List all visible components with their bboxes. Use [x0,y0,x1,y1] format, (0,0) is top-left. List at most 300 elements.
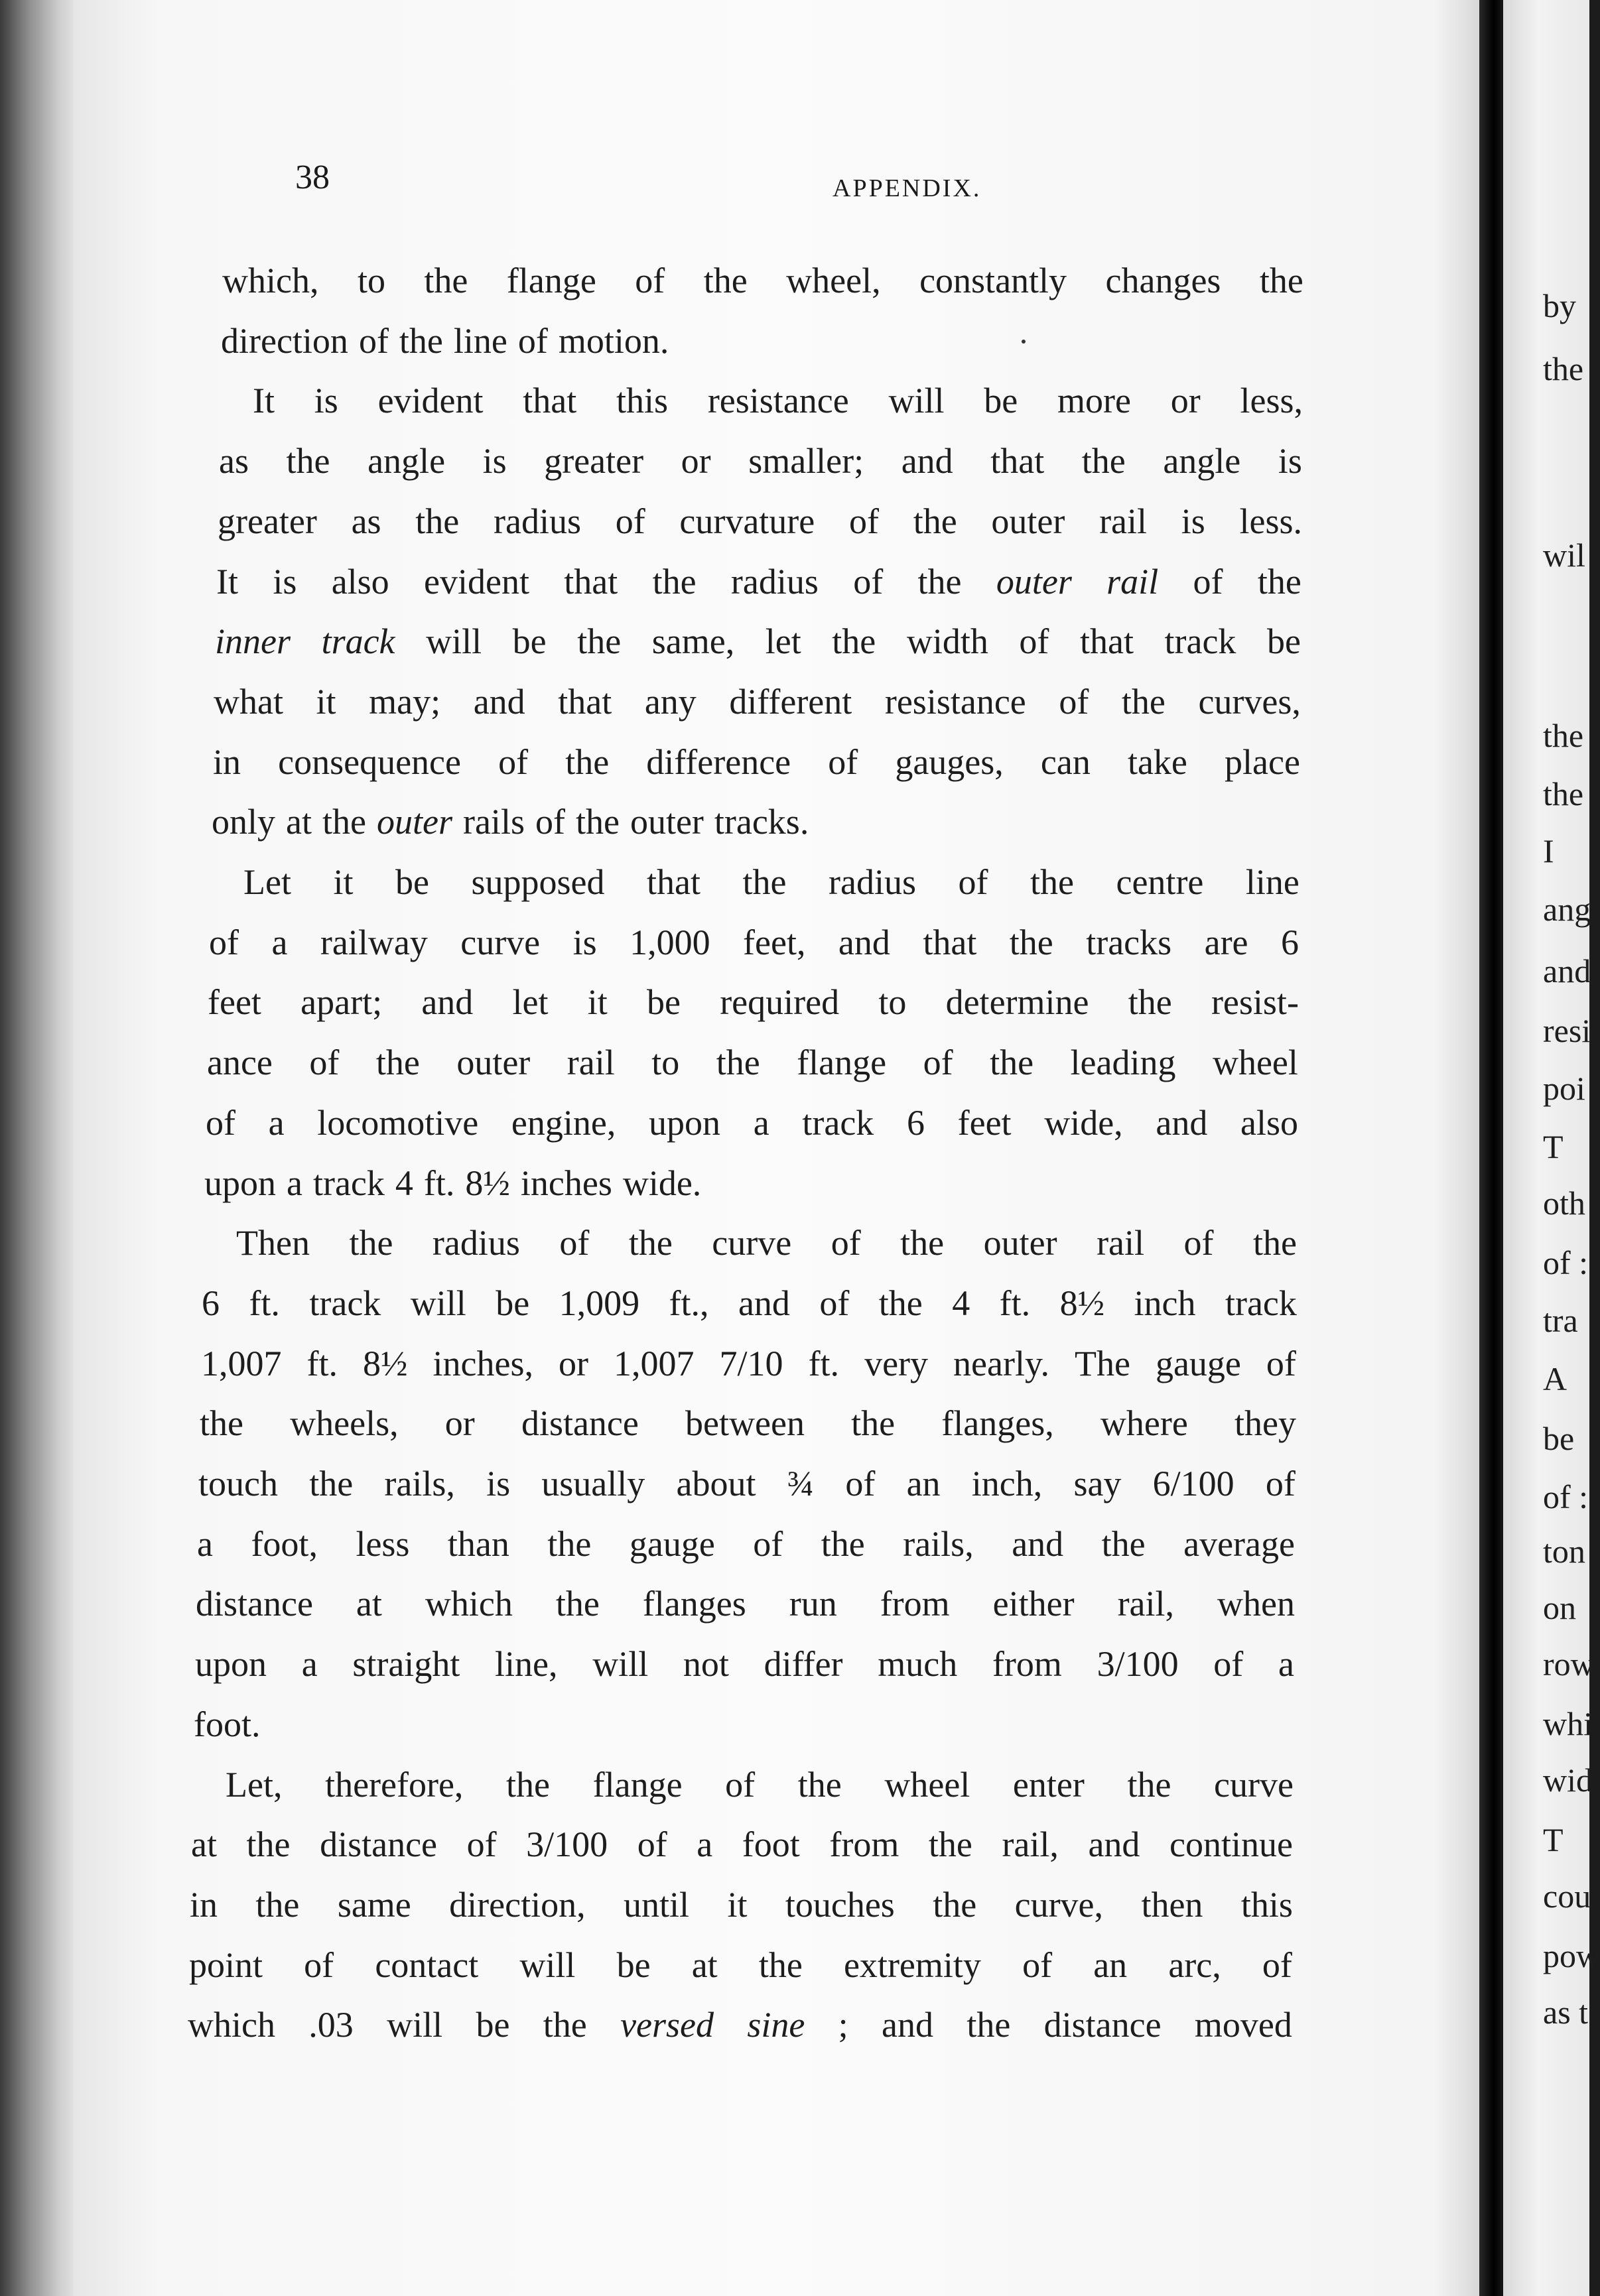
word: as [219,441,249,481]
facing-page-fragment: A [1543,1360,1567,1397]
word: will [387,2005,443,2045]
word: the [703,261,748,300]
word: the [565,742,610,782]
text-line [209,922,1299,963]
word: flanges, [941,1403,1054,1443]
word: 3/100 [526,1824,608,1864]
word: in [190,1885,218,1925]
word: the [628,1223,673,1263]
word: of [819,1283,850,1323]
word: the [878,1283,923,1323]
text-line [243,861,1300,903]
word: inner [215,621,291,661]
word: of [209,923,239,962]
word: at [691,1945,718,1985]
word: more [1057,381,1131,420]
word: 6 [1280,923,1299,962]
word: of [1265,1464,1296,1503]
word: of [615,501,645,541]
word: gauges, [895,742,1004,782]
word: of [1193,562,1223,602]
facing-page-fragment: the [1543,775,1584,812]
word: different [729,682,852,722]
word: the [399,321,443,361]
word: radius [730,562,819,602]
facing-page-fragment: resi [1543,1012,1591,1049]
word: from [992,1644,1062,1684]
word: may; [369,682,441,722]
word: take [1127,742,1187,782]
word: of [1059,682,1089,722]
facing-page-fragment: poi [1543,1070,1585,1107]
word: will [410,1283,466,1323]
word: be [512,621,547,661]
word: extremity [843,1945,981,1985]
text-line [201,1343,1296,1384]
word: rail [1097,1223,1145,1263]
word: 8½ [465,1163,510,1203]
word: as [351,501,381,541]
word: or [559,1344,588,1383]
word: upon [195,1644,267,1684]
text-line [194,1704,271,1745]
text-line [212,801,819,842]
word: 3/100 [1097,1644,1179,1684]
word: difference [646,742,791,782]
word: the [349,1223,393,1263]
word: of [635,261,665,300]
word: a [1278,1644,1294,1684]
word: and [1012,1524,1064,1564]
word: 6 [906,1103,925,1143]
word: very [864,1344,929,1383]
text-line [215,621,1301,662]
word: and [838,923,890,962]
word: will [888,381,945,420]
word: let [765,621,801,661]
word: differ [764,1644,843,1684]
word: less. [1239,501,1302,541]
word: outer [630,802,704,842]
text-line [198,1463,1296,1504]
word: from [829,1824,900,1864]
word: ¾ [787,1464,815,1503]
word: the [1253,1223,1297,1263]
word: 1,007 [201,1344,282,1383]
word: a [271,923,288,962]
word: distance [521,1403,639,1443]
word: of [559,1223,590,1263]
word: average [1183,1524,1295,1564]
word: locomotive [317,1103,479,1143]
word: track [802,1103,874,1143]
word: distance [196,1584,313,1624]
word: outer [983,1223,1057,1263]
word: radius [432,1223,520,1263]
word: that [564,562,618,602]
word: of [958,862,988,902]
word: Let [243,862,291,902]
text-line [226,1764,1294,1805]
word: is [572,923,597,962]
word: of [853,562,884,602]
word: at [191,1824,217,1864]
word: and [882,2005,933,2045]
word: resistance [707,381,849,420]
word: of [1019,621,1049,661]
word: or [681,441,711,481]
word: angle [1163,441,1241,481]
text-line [208,982,1299,1023]
word: greater [544,441,644,481]
word: The [1074,1344,1130,1383]
word: be [476,2005,510,2045]
word: the [821,1524,865,1564]
text-line [191,1824,1293,1865]
word: of [309,1043,340,1082]
word: tracks. [714,802,809,842]
page-gutter [1479,0,1503,2296]
word: ft., [669,1283,709,1323]
word: an [906,1464,941,1503]
word: is [1181,501,1205,541]
word: foot [742,1824,800,1864]
word: enter [1012,1765,1085,1805]
word: railway [320,923,428,962]
word: direction, [449,1885,586,1925]
word: gauge [629,1524,715,1564]
word: motion. [558,321,669,361]
word: rail, [1002,1824,1059,1864]
word: curve, [1014,1885,1104,1925]
word: a [268,1103,285,1143]
word: any [644,682,697,722]
word: track [321,621,395,661]
word: flanges [642,1584,746,1624]
word: foot. [194,1704,261,1744]
word: versed [620,2005,714,2045]
word: either [992,1584,1075,1624]
word: the [652,562,697,602]
word: rails, [903,1524,974,1564]
word: the [577,621,622,661]
word: until [624,1885,690,1925]
text-line [219,440,1302,481]
word: 8½ [1059,1283,1105,1323]
word: contact [375,1945,479,1985]
word: the [758,1945,803,1985]
word: of [1213,1644,1244,1684]
word: rail, [1117,1584,1175,1624]
word: sine [747,2005,805,2045]
word: not [683,1644,729,1684]
word: line [453,321,507,361]
word: radius [829,862,916,902]
text-line [213,741,1300,783]
word: consequence [278,742,461,782]
word: tracks [1086,923,1172,962]
word: track [1164,621,1236,661]
word: a [697,1824,713,1864]
word: an [1093,1945,1128,1985]
page-number: 38 [295,159,330,196]
word: of [753,1524,783,1564]
word: or [444,1403,475,1443]
facing-page-fragment: cou [1543,1878,1591,1915]
word: touch [198,1464,278,1503]
word: ft. [306,1344,338,1383]
word: of [1183,1223,1214,1263]
word: 4 [395,1163,413,1203]
word: smaller; [748,441,864,481]
word: gauge [1155,1344,1241,1383]
word: is [1278,441,1302,481]
word: inch, [971,1464,1043,1503]
facing-page-fragment: as t [1543,1994,1589,2031]
word: of [1022,1945,1053,1985]
word: the [200,1403,243,1443]
word: straight [352,1644,460,1684]
word: will [592,1644,649,1684]
word: to [651,1043,680,1082]
facing-page-fragment: wid [1543,1761,1593,1799]
facing-page-fragment: wil [1543,537,1585,574]
word: the [967,2005,1011,2045]
text-line [221,320,679,361]
word: this [1240,1885,1293,1925]
book-binding-edge [0,0,80,2296]
word: the [547,1524,592,1564]
word: between [685,1403,805,1443]
word: of [304,1945,334,1985]
word: the [543,2005,587,2045]
facing-page-fragment: and [1543,952,1591,989]
word: the [1081,441,1126,481]
word: of [831,1223,861,1263]
word: much [878,1644,958,1684]
word: the [1030,862,1074,902]
word: rail [1106,562,1159,602]
word: curve [460,923,541,962]
word: upon [204,1163,276,1203]
word: wheels, [290,1403,399,1443]
word: that [523,381,577,420]
word: foot, [251,1524,318,1564]
text-line [214,681,1301,722]
word: from [880,1584,950,1624]
word: they [1234,1403,1296,1443]
word: flange [592,1765,683,1805]
word: let [512,982,549,1022]
text-line [190,1884,1293,1925]
facing-page-fragment: the [1543,717,1584,754]
word: of [848,501,879,541]
word: of [828,742,858,782]
word: wheel [884,1765,970,1805]
word: is [273,562,297,602]
word: less [356,1524,410,1564]
word: curvature [679,501,815,541]
word: 6/100 [1152,1464,1234,1503]
word: the [309,1464,354,1503]
word: 6 [202,1283,220,1323]
word: ; [838,2005,848,2045]
word: usually [541,1464,645,1503]
word: and [1156,1103,1208,1143]
word: of [1266,1344,1296,1383]
word: is [486,1464,511,1503]
word: the [917,562,962,602]
word: rails, [384,1464,455,1503]
word: the [1009,923,1053,962]
word: ft. [808,1344,840,1383]
word: the [375,1043,420,1082]
facing-page-edge [1503,0,1600,2296]
word: the [900,1223,945,1263]
word: apart; [300,982,383,1022]
word: line [1245,862,1300,902]
word: therefore, [325,1765,464,1805]
word: it [316,682,336,722]
word: 1,007 [614,1344,695,1383]
word: be [647,982,681,1022]
word: It [216,562,238,602]
word: at [286,802,312,842]
word: which [425,1584,513,1624]
word: the [851,1403,896,1443]
word: wheel [1212,1043,1298,1082]
word: less, [1240,381,1303,420]
word: can [1040,742,1091,782]
word: 4 [952,1283,970,1323]
word: Let, [226,1765,283,1805]
word: line, [495,1644,558,1684]
word: the [246,1824,291,1864]
word: ft. [249,1283,280,1323]
facing-page-fragment: ton [1543,1533,1585,1570]
word: to [357,261,385,300]
word: arc, [1168,1945,1221,1985]
word: the [424,261,468,300]
word: of [637,1824,667,1864]
word: be [984,381,1018,420]
text-line [188,2004,1292,2045]
word: place [1225,742,1300,782]
word: resistance [884,682,1026,722]
text-line [195,1643,1294,1685]
word: 8½ [363,1344,408,1383]
word: which [188,2005,275,2045]
word: width [906,621,988,661]
word: of [466,1824,497,1864]
word: rail [1099,501,1148,541]
text-line [222,260,1303,301]
word: and [901,441,953,481]
word: ance [207,1043,273,1082]
word: centre [1116,862,1204,902]
word: ft. [999,1283,1031,1323]
word: curve [712,1223,792,1263]
facing-page-fragment: by [1543,287,1576,324]
word: of [845,1464,876,1503]
word: evident [424,562,529,602]
word: of [517,321,548,361]
word: it [727,1885,748,1925]
word: of [923,1043,953,1082]
word: curves, [1198,682,1301,722]
text-line [189,1945,1292,1986]
word: be [1267,621,1301,661]
word: be [496,1283,530,1323]
word: constantly [919,261,1067,300]
word: the [742,862,787,902]
word: feet [957,1103,1012,1143]
facing-page-fragment: whi [1543,1705,1593,1742]
word: upon [649,1103,721,1143]
word: 1,000 [630,923,710,962]
facing-page-fragment: T [1543,1821,1564,1858]
word: the [575,802,620,842]
word: that [990,441,1045,481]
word: it [333,862,354,902]
word: touches [785,1885,895,1925]
word: only [212,802,276,842]
word: the [555,1584,600,1624]
text-line [253,380,1303,421]
word: the [990,1043,1034,1082]
word: resist- [1211,982,1299,1022]
word: moved [1194,2005,1292,2045]
word: the [1101,1524,1146,1564]
word: that [558,682,612,722]
word: this [616,381,669,420]
text-line [218,501,1302,542]
word: also [331,562,389,602]
word: is [314,381,338,420]
word: or [1170,381,1201,420]
text-line [196,1583,1295,1624]
facing-page-fragment: ang [1543,891,1591,928]
word: flange [506,261,596,300]
word: are [1204,923,1248,962]
word: track [309,1283,381,1323]
word: the [913,501,957,541]
word: outer [996,562,1072,602]
word: then [1141,1885,1203,1925]
ink-speck [1022,340,1026,344]
word: to [878,982,907,1022]
word: a [197,1524,213,1564]
word: a [753,1103,769,1143]
word: feet [208,982,261,1022]
word: the [1257,562,1301,602]
word: the [1128,982,1172,1022]
word: of [1262,1945,1292,1985]
word: of [206,1103,235,1143]
word: flange [797,1043,887,1082]
word: the [415,501,460,541]
word: about [676,1464,756,1503]
word: greater [218,501,317,541]
word: the [506,1765,551,1805]
word: is [482,441,507,481]
word: outer [376,802,452,842]
word: inches, [433,1344,533,1383]
word: the [716,1043,760,1082]
word: point [189,1945,263,1985]
word: wide. [622,1163,702,1203]
word: 1,009 [559,1283,640,1323]
